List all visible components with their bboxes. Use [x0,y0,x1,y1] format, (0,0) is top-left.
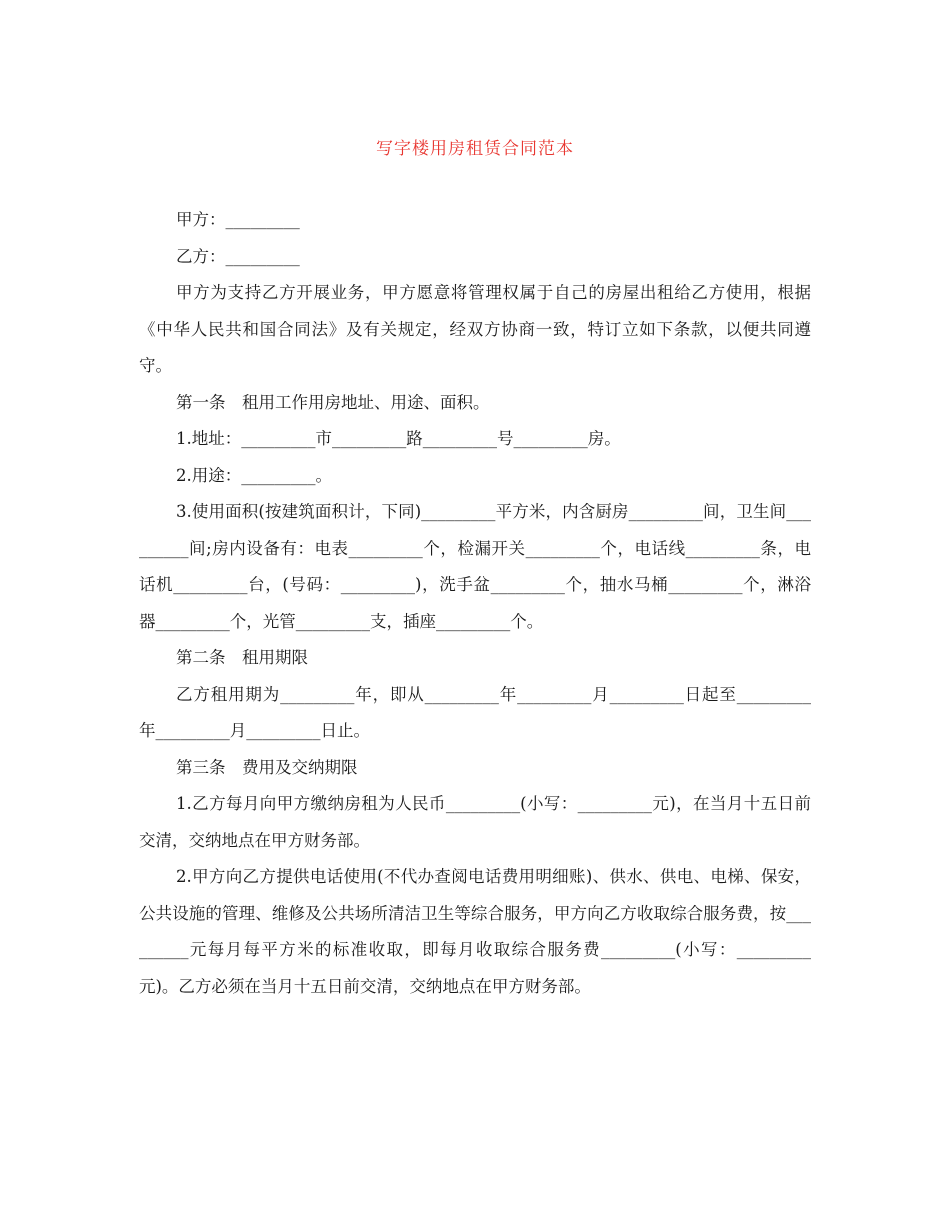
party-b-line: 乙方：_________ [176,246,300,266]
term-clause: 乙方租用期为_________年，即从_________年_________月_________日起至_________年_________月_________日止。 [139,684,811,740]
address-clause: 1.地址：_________市_________路_________号_________房。 [176,429,621,448]
usage-clause: 2.用途：_________。 [176,465,332,485]
article-3-heading: 第三条 费用及交纳期限 [176,757,358,777]
preamble-paragraph: 甲方为支持乙方开展业务，甲方愿意将管理权属于自己的房屋出租给乙方使用，根据《中华人民共和国合同法》及有关规定，经双方协商一致，特订立如下条款，以便共同遵守。 [139,283,811,375]
party-a-line: 甲方：_________ [176,210,300,229]
document-title: 写字楼用房租赁合同范本 [376,139,574,159]
article-2-heading: 第二条 租用期限 [176,648,308,667]
rent-clause: 1.乙方每月向甲方缴纳房租为人民币_________(小写：_________元)，在当月十五日前交清，交纳地点在甲方财务部。 [139,794,811,850]
document-body [139,202,811,1005]
area-clause: 3.使用面积(按建筑面积计，下同)_________平方米，内含厨房_________间，卫生间_________间;房内设备有：电表_________个，检漏开关_________个，电话线_________条，电话机_________台，(号码：_________)，洗手盆_________个，抽水马桶_________个，淋浴器_________个，光管_________支，插座_________个。 [139,502,811,631]
service-fee-clause: 2.甲方向乙方提供电话使用(不代办查阅电话费用明细账)、供水、供电、电梯、保安，公共设施的管理、维修及公共场所清洁卫生等综合服务，甲方向乙方收取综合服务费，按_________元每月每平方米的标准收取，即每月收取综合服务费_________(小写：_________元)。乙方必须在当月十五日前交清，交纳地点在甲方财务部。 [139,867,811,996]
article-1-heading: 第一条 租用工作用房地址、用途、面积。 [176,392,490,412]
